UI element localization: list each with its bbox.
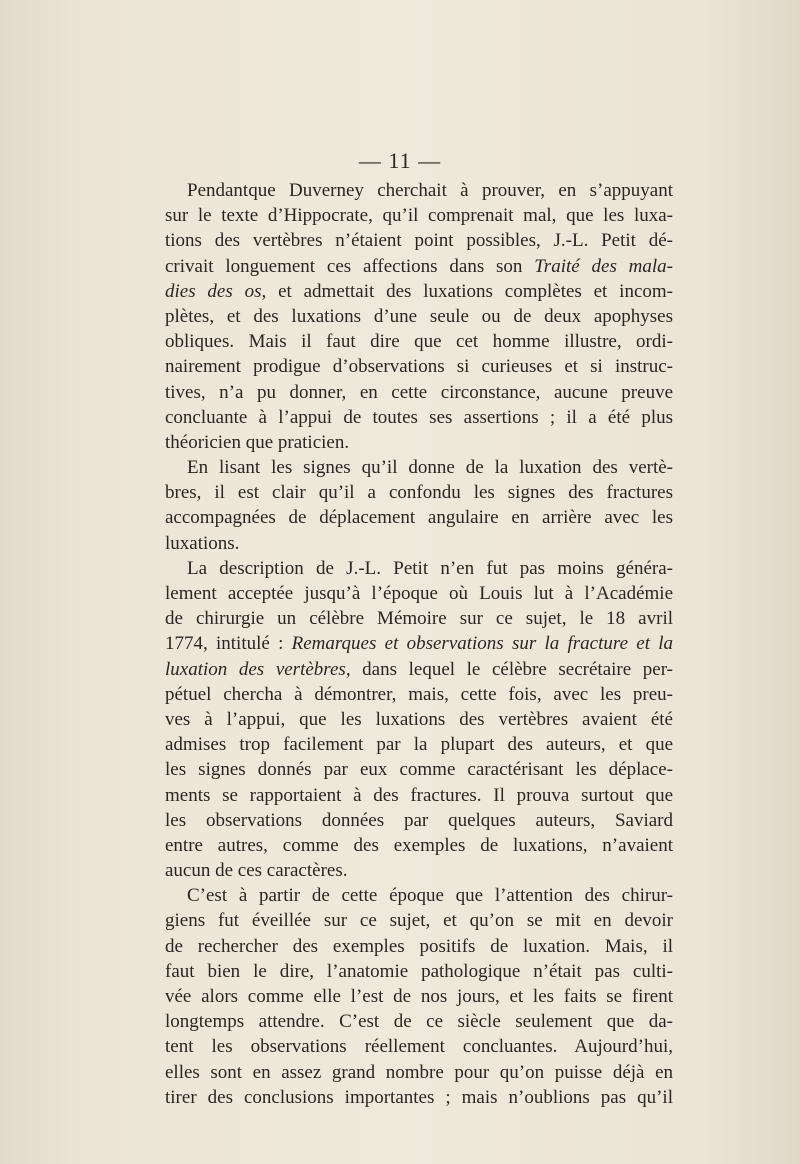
text-line [165, 405, 673, 430]
line-text: La description de J.-L. Petit n’en fut pas moins généra- [187, 557, 673, 579]
text-line [165, 682, 673, 707]
text-line [165, 883, 673, 908]
italic-title: luxation des vertèbres [165, 658, 346, 680]
line-text: tent les observations réellement concluantes. Aujourd’hui, [165, 1036, 673, 1058]
line-text: vée alors comme elle l’est de nos jours, et les faits se firent [165, 986, 673, 1007]
text-line [165, 531, 673, 556]
text-line [165, 329, 673, 354]
line-text: crivait longuement ces affections dans son [165, 255, 535, 277]
text-line [165, 631, 673, 656]
line-text: ves à l’appui, que les luxations des vertèbres avaient été [165, 708, 673, 730]
text-line [165, 505, 673, 530]
line-text: théoricien que praticien. [165, 431, 350, 453]
text-line [165, 354, 673, 379]
italic-title: Traité des mala- [534, 255, 674, 277]
text-line [165, 1060, 673, 1085]
line-text: faut bien le dire, l’anatomie pathologique n’était pas culti- [165, 960, 673, 982]
line-text: obliques. Mais il faut dire que cet homme illustre, ordi- [165, 331, 673, 353]
line-text: les signes donnés par eux comme caractérisant les déplace- [165, 759, 673, 781]
line-text: luxations. [165, 532, 240, 554]
line-text: les observations données par quelques auteurs, Saviard [165, 809, 673, 831]
line-text: sur le texte d’Hippocrate, qu’il comprenait mal, que les luxa- [165, 205, 673, 227]
line-text: Pendantque Duverney cherchait à prouver, en s’appuyant [187, 180, 673, 201]
text-line [165, 304, 673, 329]
line-text: entre autres, comme des exemples de luxations, n’avaient [165, 834, 673, 856]
line-text: tives, n’a pu donner, en cette circonstance, aucune preuve [165, 381, 673, 403]
line-text: En lisant les signes qu’il donne de la luxation des vertè- [187, 457, 673, 479]
text-line [165, 455, 673, 480]
line-text: aucun de ces caractères. [165, 860, 348, 882]
text-line [165, 1034, 673, 1059]
text-line [165, 783, 673, 808]
text-line [165, 959, 673, 984]
text-line [165, 984, 673, 1009]
text-line [165, 707, 673, 732]
text-line [165, 556, 673, 581]
text-line [165, 757, 673, 782]
text-line [165, 480, 673, 505]
text-line [165, 279, 673, 304]
text-line [165, 934, 673, 959]
text-line [165, 657, 673, 682]
text-line [165, 606, 673, 631]
text-line [165, 380, 673, 405]
line-text: de rechercher des exemples positifs de luxation. Mais, il [165, 935, 673, 957]
text-line [165, 430, 673, 455]
line-text: plètes, et des luxations d’une seule ou de deux apophyses [165, 305, 673, 327]
text-line [165, 1085, 673, 1110]
text-line [165, 228, 673, 253]
line-text: admises trop facilement par la plupart des auteurs, et que [165, 734, 673, 756]
text-line [165, 581, 673, 606]
text-line [165, 858, 673, 883]
line-text: bres, il est clair qu’il a confondu les signes des fractures [165, 482, 673, 504]
line-text: ments se rapportaient à des fractures. Il prouva surtout que [165, 784, 673, 806]
line-text: , dans lequel le célèbre secrétaire per- [345, 658, 673, 680]
line-text: giens fut éveillée sur ce sujet, et qu’on se mit en devoir [165, 910, 673, 932]
line-text: C’est à partir de cette époque que l’attention des chirur- [187, 885, 673, 907]
text-line [165, 254, 673, 279]
text-line [165, 203, 673, 228]
text-line [165, 833, 673, 858]
line-text: longtemps attendre. C’est de ce siècle seulement que da- [165, 1011, 673, 1033]
line-text: nairement prodigue d’observations si curieuses et si instruc- [165, 356, 673, 378]
line-text: pétuel chercha à démontrer, mais, cette fois, avec les preu- [165, 683, 673, 705]
line-text: , et admettait des luxations complètes et incom- [261, 280, 673, 302]
line-text: elles sont en assez grand nombre pour qu’on puisse déjà en [165, 1061, 673, 1083]
italic-title: dies des os [165, 280, 262, 302]
text-line [165, 908, 673, 933]
text-line [165, 732, 673, 757]
line-text: 1774, intitulé : [165, 633, 292, 655]
body-text [165, 178, 673, 1110]
line-text: de chirurgie un célèbre Mémoire sur ce sujet, le 18 avril [165, 608, 673, 630]
line-text: lement acceptée jusqu’à l’époque où Louis lut à l’Académie [165, 583, 673, 604]
line-text: accompagnées de déplacement angulaire en arrière avec les [165, 507, 673, 529]
text-line [165, 1009, 673, 1034]
line-text: concluante à l’appui de toutes ses assertions ; il a été plus [165, 406, 673, 428]
text-line [165, 808, 673, 833]
page-number: — 11 — [358, 148, 442, 173]
line-text: tions des vertèbres n’étaient point possibles, J.-L. Petit dé- [165, 230, 673, 252]
italic-title: Remarques et observations sur la fracture et la [291, 633, 673, 655]
text-line [165, 178, 673, 203]
line-text: tirer des conclusions importantes ; mais n’oublions pas qu’il [165, 1086, 673, 1108]
